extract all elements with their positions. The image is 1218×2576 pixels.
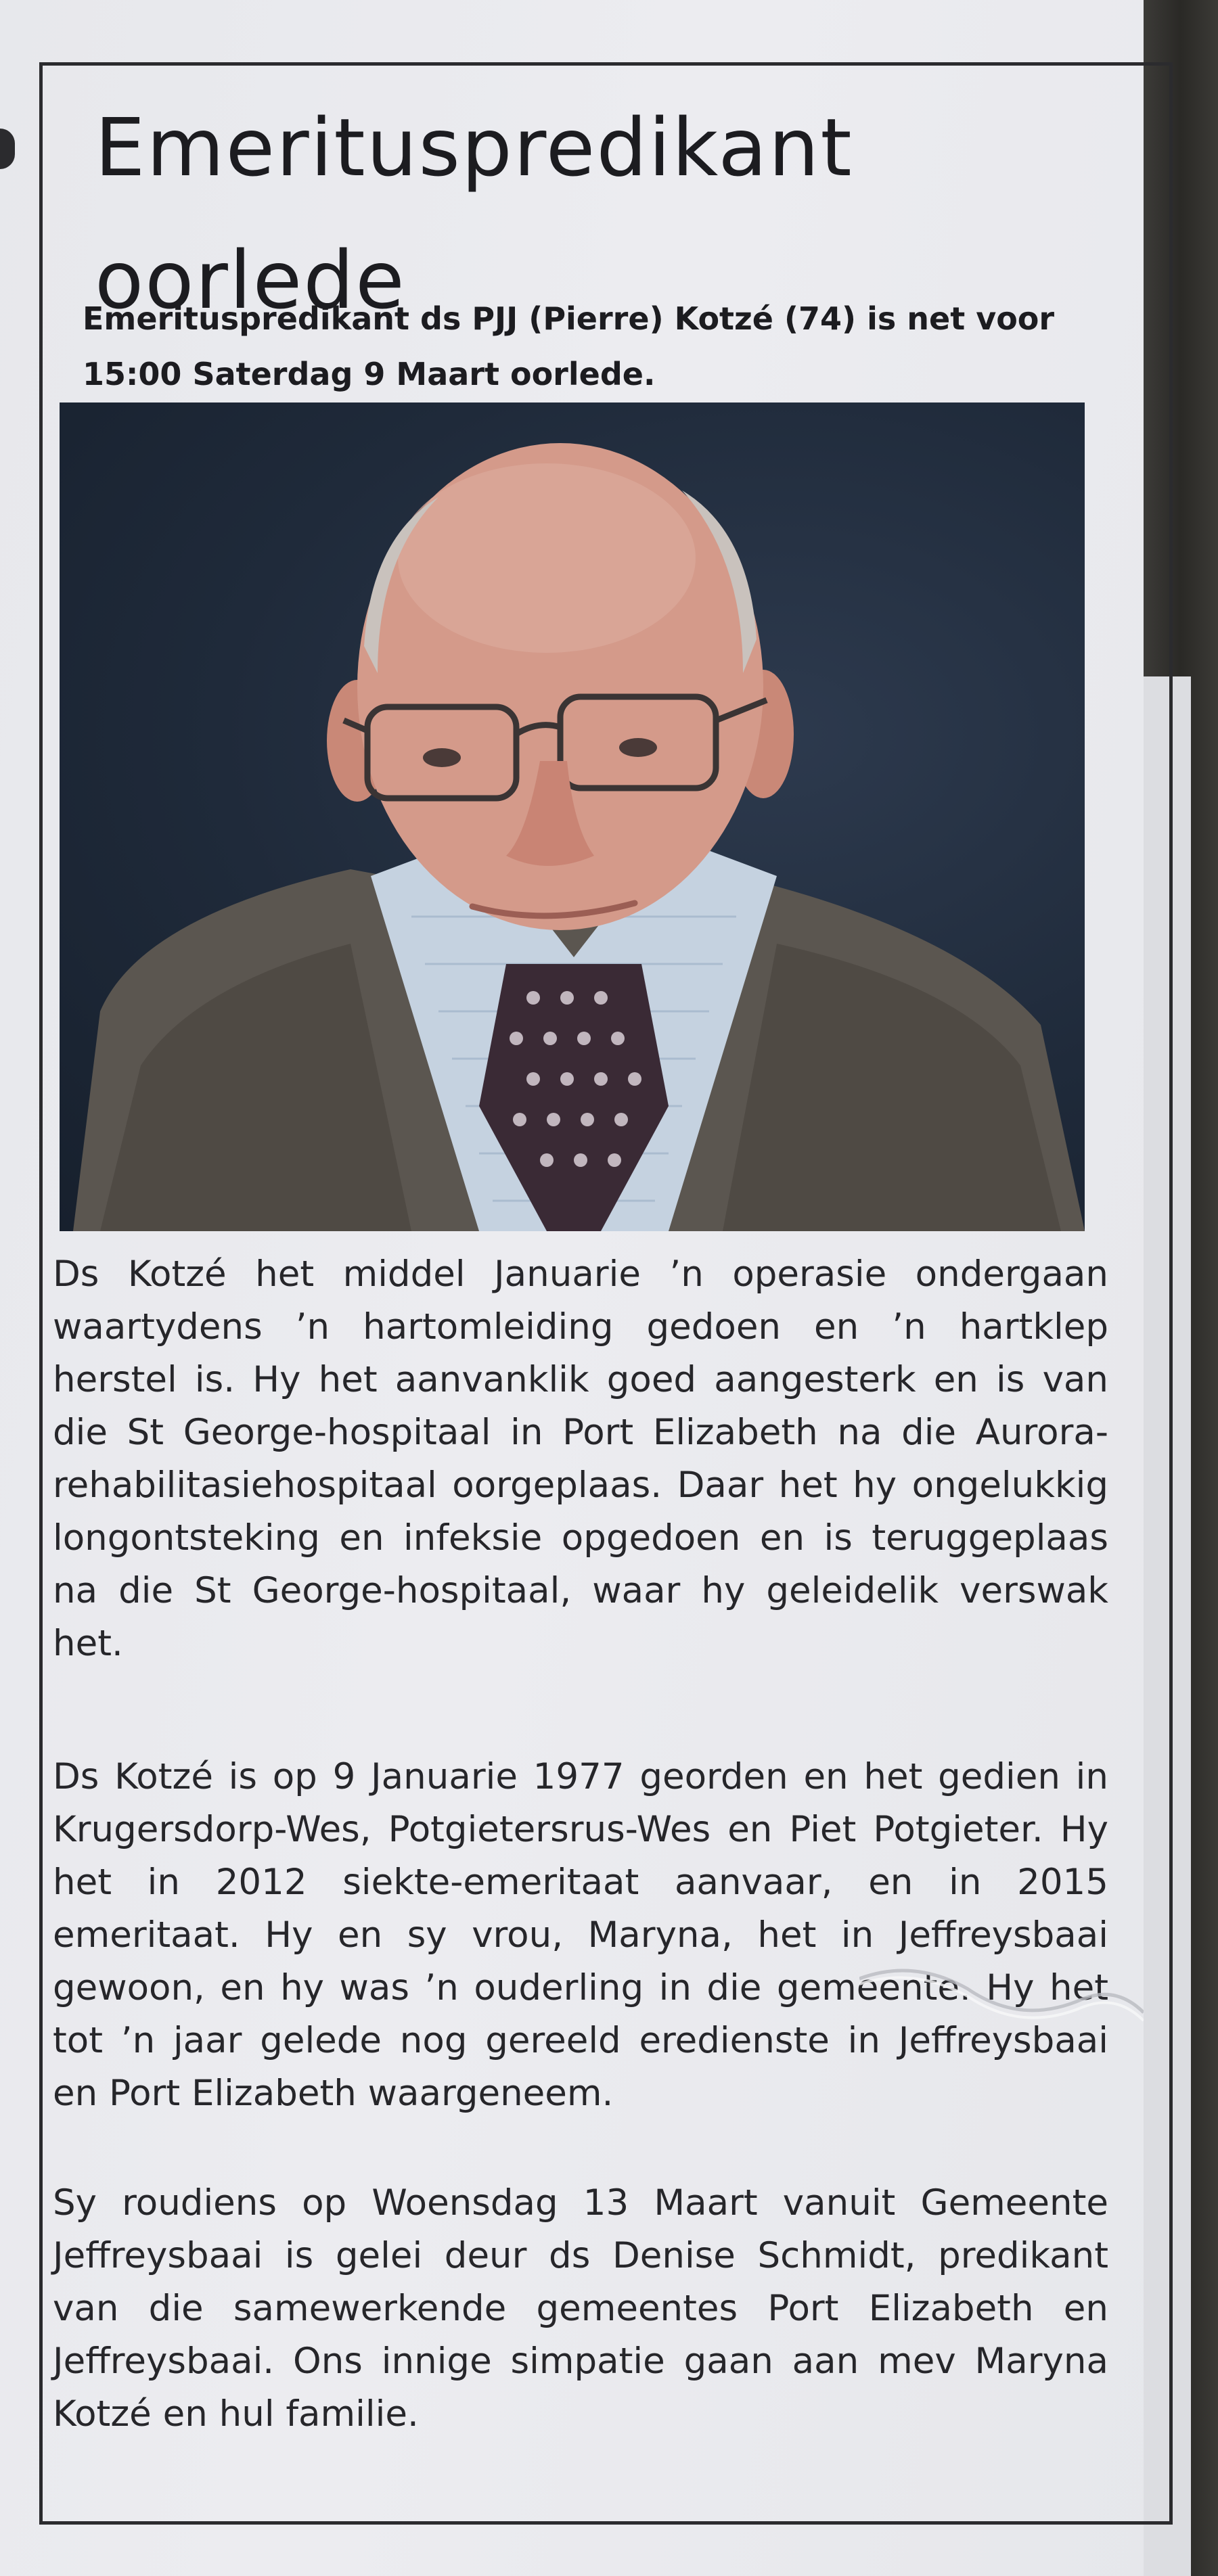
- article-paragraph-1: Ds Kotzé het middel Januarie ’n operasie ondergaan waartydens ’n hartomleiding gedoen en ’n hartklep herstel is. Hy het aanvanklik goed aangesterk en is van die St George-hospitaal in Port Elizabeth na die Aurora-rehabilitasiehospitaal oorgeplaas. Daar het hy ongelukkig longontsteking en infeksie opgedoen en is teruggeplaas na die St George-hospitaal, waar hy geleidelik verswak het.: [53, 1254, 1108, 1664]
- article-headline: Emerituspredikant oorlede: [95, 101, 853, 327]
- article-paragraph-3: Sy roudiens op Woensdag 13 Maart vanuit Gemeente Jeffreysbaai is gelei deur ds Denise Schmidt, predikant van die samewerkende gemeentes Port Elizabeth en Jeffreysbaai. Ons innige simpatie gaan aan mev Maryna Kotzé en hul familie.: [53, 2182, 1108, 2435]
- portrait-illustration: [60, 402, 1085, 1231]
- portrait-photo: [60, 402, 1085, 1231]
- article-lead: Emerituspredikant ds PJJ (Pierre) Kotzé (74) is net voor 15:00 Saterdag 9 Maart oorlede.: [83, 300, 1055, 392]
- paper-crease: [859, 1952, 1144, 2060]
- article-paragraph-2: Ds Kotzé is op 9 Januarie 1977 georden en het gedien in Krugersdorp-Wes, Potgietersrus-Wes en Piet Potgieter. Hy het in 2012 siekte-emeritaat aanvaar, en in 2015 emeritaat. Hy en sy vrou, Maryna, het in Jeffreysbaai gewoon, en hy was ’n ouderling in die gemeente. Hy het tot ’n jaar gelede nog gereeld eredienste in Jeffreysbaai en Port Elizabeth waargeneem.: [53, 1756, 1108, 2114]
